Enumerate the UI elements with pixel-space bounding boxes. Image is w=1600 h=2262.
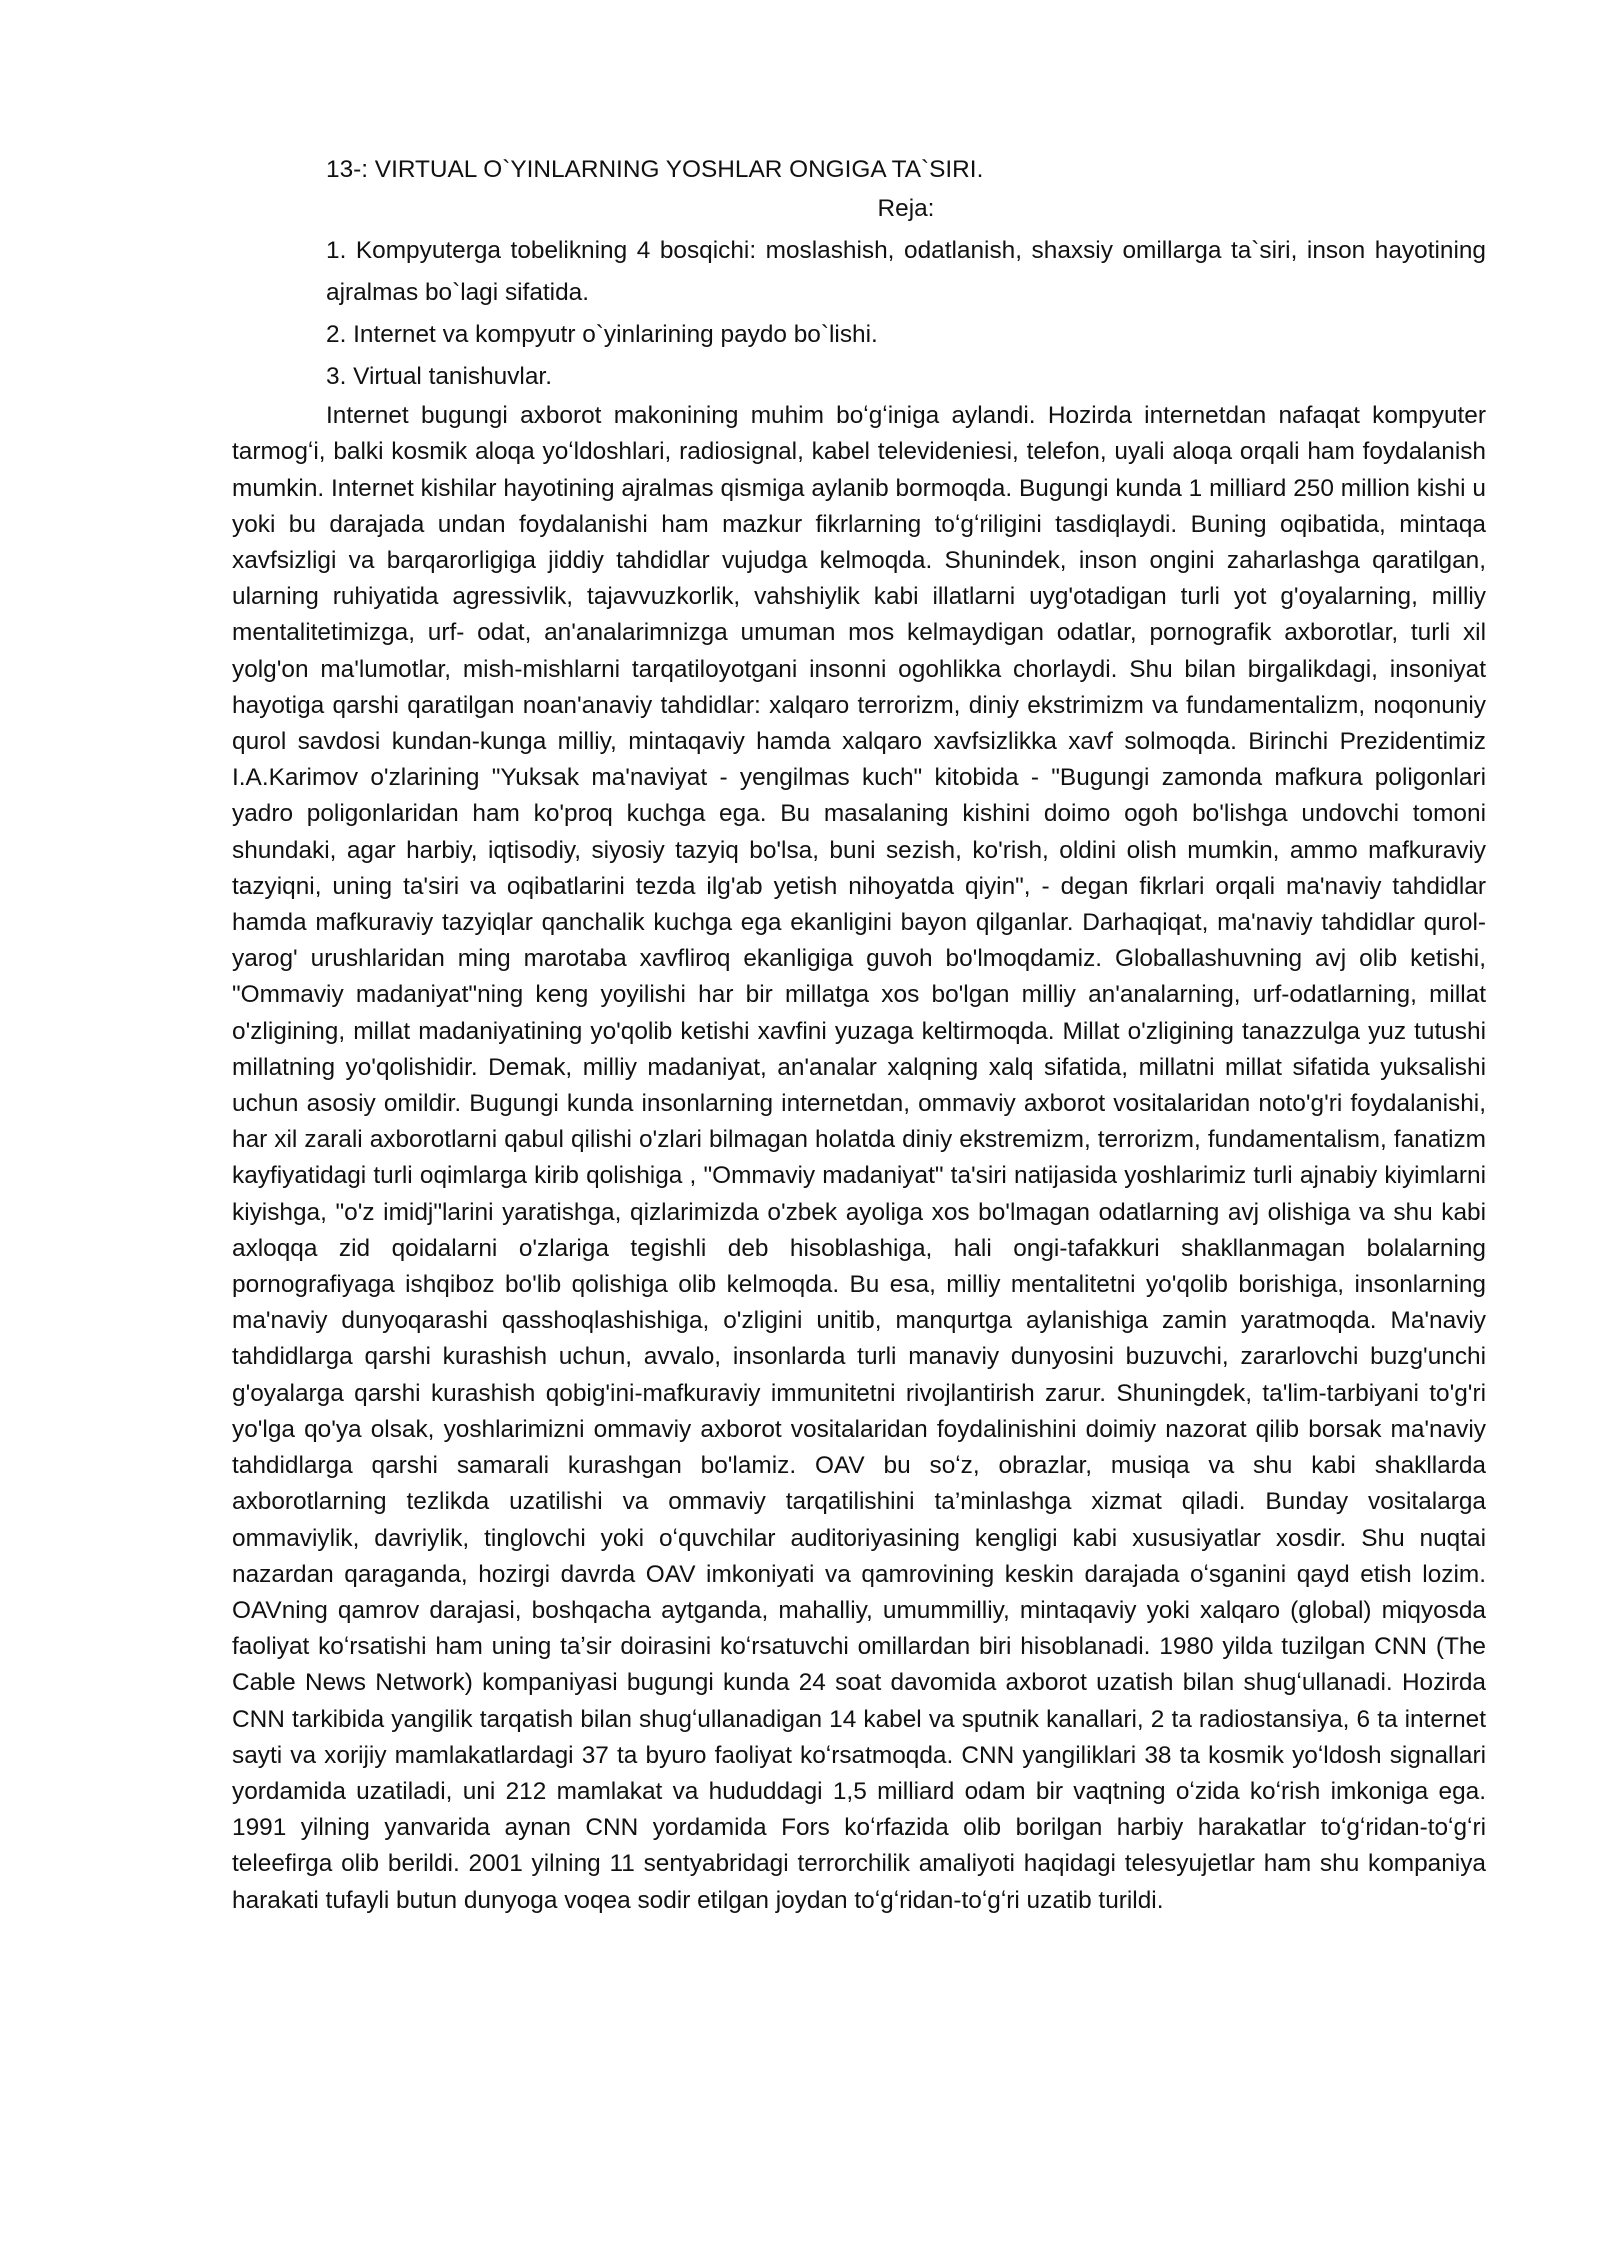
plan-item-1: 1. Kompyuterga tobelikning 4 bosqichi: moslashish, odatlanish, shaxsiy omillarga ta`siri, inson hayotining ajralmas bo`lagi sifatida. xyxy=(326,237,1486,307)
document-content xyxy=(232,152,1486,1919)
body-paragraph: Internet bugungi axborot makonining muhim boʻgʻiniga aylandi. Hozirda internetdan nafaqat kompyuter tarmogʻi, balki kosmik aloqa yoʻldoshlari, radiosignal, kabel televideniesi, telefon, uyali aloqa orqali ham foydalanish mumkin. Internet kishilar hayotining ajralmas qismiga aylanib bormoqda. Bugungi kunda 1 milliard 250 million kishi u yoki bu darajada undan foydalanishi ham mazkur fikrlarning toʻgʻriligini tasdiqlaydi. Buning oqibatida, mintaqa xavfsizligi va barqarorligiga jiddiy tahdidlar vujudga kelmoqda. Shunindek, inson ongini zaharlashga qaratilgan, ularning ruhiyatida agressivlik, tajavvuzkorlik, vahshiylik kabi illatlarni uyg'otadigan turli yot g'oyalarning, milliy mentalitetimizga, urf- odat, an'analarimnizga umuman mos kelmaydigan odatlar, pornografik axborotlar, turli xil yolg'on ma'lumotlar, mish-mishlarni tarqatiloyotgani insonni ogohlikka chorlaydi. Shu bilan birgalikdagi, insoniyat hayotiga qarshi qaratilgan noan'anaviy tahdidlar: xalqaro terrorizm, diniy ekstrimizm va fundamentalizm, noqonuniy qurol savdosi kundan-kunga milliy, mintaqaviy hamda xalqaro xavfsizlikka xavf solmoqda. Birinchi Prezidentimiz I.A.Karimov o'zlarining "Yuksak ma'naviyat - yengilmas kuch" kitobida - "Bugungi zamonda mafkura poligonlari yadro poligonlaridan ham ko'proq kuchga ega. Bu masalaning kishini doimo ogoh bo'lishga undovchi tomoni shundaki, agar harbiy, iqtisodiy, siyosiy tazyiq bo'lsa, buni sezish, ko'rish, oldini olish mumkin, ammo mafkuraviy tazyiqni, uning ta'siri va oqibatlarini tezda ilg'ab yetish nihoyatda qiyin", - degan fikrlari orqali ma'naviy tahdidlar hamda mafkuraviy tazyiqlar qanchalik kuchga ega ekanligini bayon qilganlar. Darhaqiqat, ma'naviy tahdidlar qurol-yarog' urushlaridan ming marotaba xavfliroq ekanligiga guvoh bo'lmoqdamiz. Globallashuvning avj olib ketishi, "Ommaviy madaniyat"ning keng yoyilishi har bir millatga xos bo'lgan milliy an'analarning, urf-odatlarning, millat o'zligining, millat madaniyatining yo'qolib ketishi xavfini yuzaga keltirmoqda. Millat o'zligining tanazzulga yuz tutushi millatning yo'qolishidir. Demak, milliy madaniyat, an'analar xalqning xalq sifatida, millatni millat sifatida yuksalishi uchun asosiy omildir. Bugungi kunda insonlarning internetdan, ommaviy axborot vositalaridan noto'g'ri foydalanishi, har xil zarali axborotlarni qabul qilishi o'zlari bilmagan holatda diniy ekstremizm, terrorizm, fundamentalism, fanatizm kayfiyatidagi turli oqimlarga kirib qolishiga , "Ommaviy madaniyat" ta'siri natijasida yoshlarimiz turli ajnabiy kiyimlarni kiyishga, "o'z imidj"larini yaratishga, qizlarimizda o'zbek ayoliga xos bo'lmagan odatlarning avj olishiga va shu kabi axloqqa zid qoidalarni o'zlariga tegishli deb hisoblashiga, hali ongi-tafakkuri shakllanmagan bolalarning pornografiyaga ishqiboz bo'lib qolishiga olib kelmoqda. Bu esa, milliy mentalitetni yo'qolib borishiga, insonlarning ma'naviy dunyoqarashi qasshoqlashishiga, o'zligini unitib, manqurtga aylanishiga zamin yaratmoqda. Ma'naviy tahdidlarga qarshi kurashish uchun, avvalo, insonlarda turli manaviy dunyosini buzuvchi, zararlovchi buzg'unchi g'oyalarga qarshi kurashish qobig'ini-mafkuraviy immunitetni rivojlantirish zarur. Shuningdek, ta'lim-tarbiyani to'g'ri yo'lga qo'ya olsak, yoshlarimizni ommaviy axborot vositalaridan foydalinishini doimiy nazorat qilib borsak ma'naviy tahdidlarga qarshi samarali kurashgan bo'lamiz. OAV bu soʻz, obrazlar, musiqa va shu kabi shakllarda axborotlarning tezlikda uzatilishi va ommaviy tarqatilishini ta’minlashga xizmat qiladi. Bunday vositalarga ommaviylik, davriylik, tinglovchi yoki oʻquvchilar auditoriyasining kengligi kabi xususiyatlar xosdir. Shu nuqtai nazardan qaraganda, hozirgi davrda OAV imkoniyati va qamrovining keskin darajada oʻsganini qayd etish lozim. OAVning qamrov darajasi, boshqacha aytganda, mahalliy, umummilliy, mintaqaviy yoki xalqaro (global) miqyosda faoliyat koʻrsatishi ham uning taʼsir doirasini koʻrsatuvchi omillardan biri hisoblanadi. 1980 yilda tuzilgan CNN (The Cable News Network) kompaniyasi bugungi kunda 24 soat davomida axborot uzatish bilan shugʻullanadi. Hozirda CNN tarkibida yangilik tarqatish bilan shugʻullanadigan 14 kabel va sputnik kanallari, 2 ta radiostansiya, 6 ta internet sayti va xorijiy mamlakatlardagi 37 ta byuro faoliyat koʻrsatmoqda. CNN yangiliklari 38 ta kosmik yoʻldosh signallari yordamida uzatiladi, uni 212 mamlakat va hududdagi 1,5 milliard odam bir vaqtning oʻzida koʻrish imkoniga ega. 1991 yilning yanvarida aynan CNN yordamida Fors koʻrfazida olib borilgan harbiy harakatlar toʻgʻridan-toʻgʻri teleefirga olib berildi. 2001 yilning 11 sentyabridagi terrorchilik amaliyoti haqidagi telesyujetlar ham shu kompaniya harakati tufayli butun dunyoga voqea sodir etilgan joydan toʻgʻridan-toʻgʻri uzatib turildi. xyxy=(232,402,1486,1914)
document-title: 13-: VIRTUAL O`YINLARNING YOSHLAR ONGIGA TA`SIRI. xyxy=(326,156,984,183)
plan-item-2: 2. Internet va kompyutr o`yinlarining paydo bo`lishi. xyxy=(326,321,878,349)
plan-item-3: 3. Virtual tanishuvlar. xyxy=(326,363,552,391)
plan-heading: Reja: xyxy=(877,195,935,223)
plan-list xyxy=(232,230,1486,398)
